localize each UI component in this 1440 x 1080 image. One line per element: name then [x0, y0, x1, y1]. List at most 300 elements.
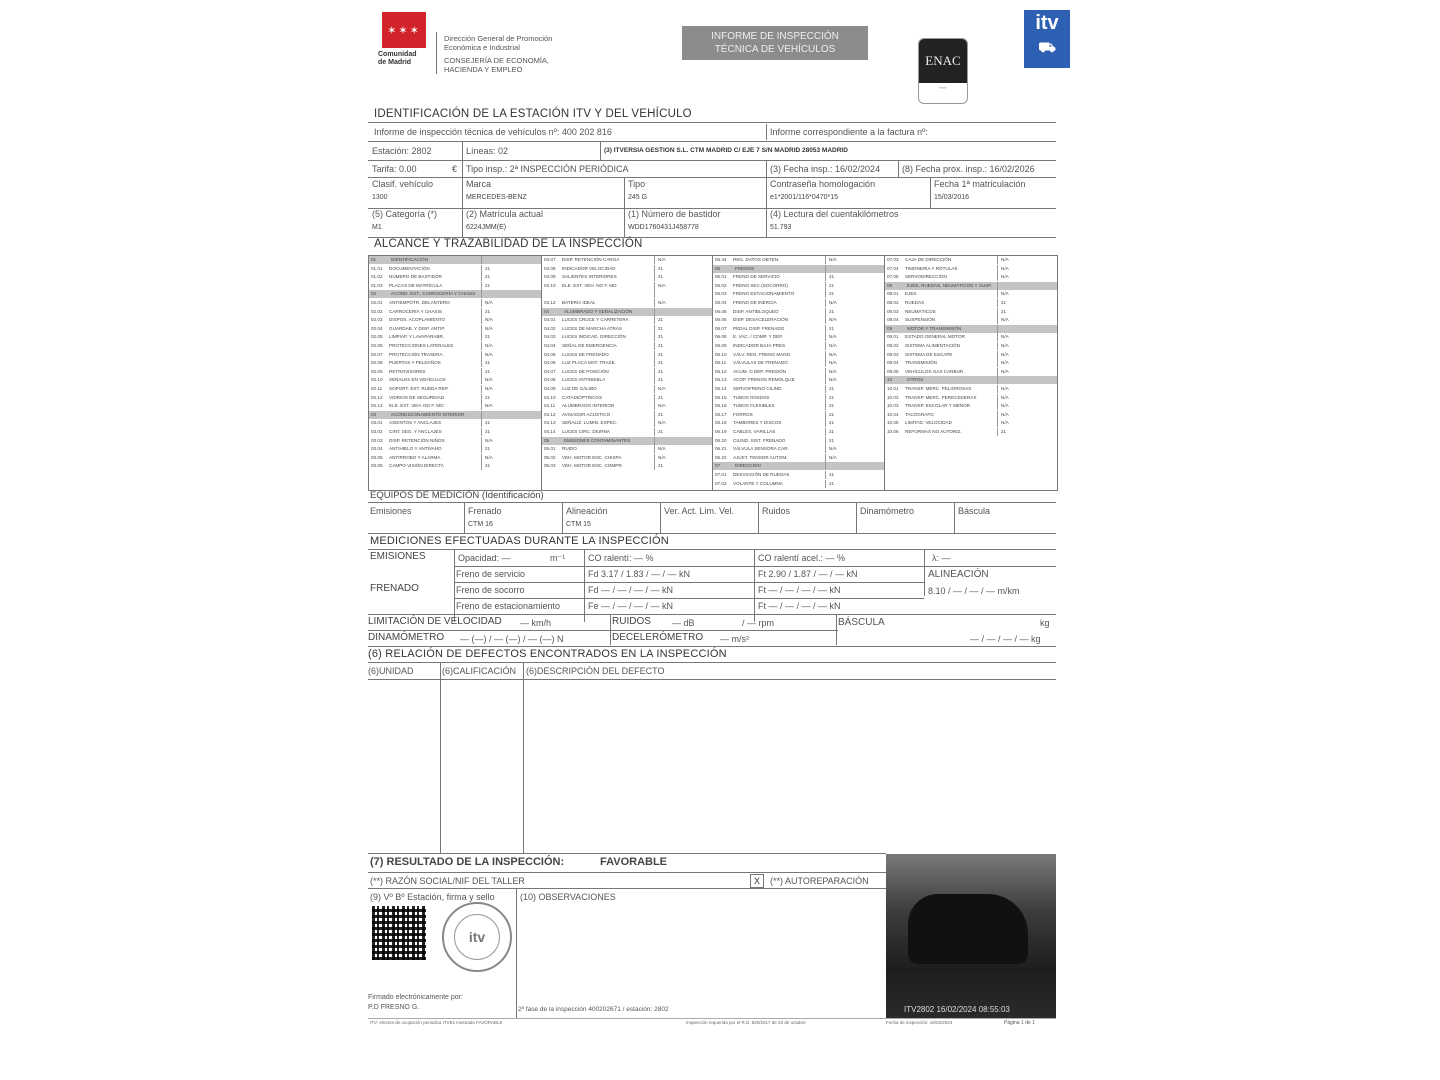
scope-row — [542, 376, 713, 384]
scope-row — [713, 299, 885, 307]
scope-row — [713, 385, 885, 393]
scope-item-name: SERVOFRENO CILIND. — [733, 386, 783, 391]
scope-code: 06.10 — [715, 351, 727, 357]
scope-row — [369, 462, 541, 470]
scope-row — [542, 445, 713, 453]
scope-code: 02.04 — [371, 325, 383, 331]
scope-column-1 — [369, 256, 541, 490]
scope-item-name: REG. DATOS OBTEN. — [733, 257, 780, 262]
scope-item-result: 21 — [829, 386, 835, 391]
workshop-label: (**) RAZÓN SOCIAL/NIF DEL TALLER — [370, 876, 525, 886]
scope-item-result: N/A — [1001, 351, 1009, 357]
scope-row — [369, 308, 541, 316]
scope-item-name: VÁLVULA SENSORA CAR. — [733, 446, 789, 452]
scope-item-result: 21 — [829, 403, 835, 409]
scope-item-name: VÁLV. REG. FRENO MANO — [733, 351, 791, 357]
scope-code: 09.04 — [887, 360, 899, 366]
scope-code: 06.16 — [715, 403, 727, 409]
scope-code: 02.11 — [371, 386, 383, 391]
scope-item-result: N/A — [658, 446, 666, 452]
scope-code: 06.07 — [715, 325, 727, 331]
self-repair-label: (**) AUTOREPARACIÓN — [770, 876, 869, 886]
scope-item-name: LUZ PLACA MAT. TRASE. — [562, 360, 616, 366]
scope-row — [885, 299, 1057, 307]
scope-code: 07.01 — [715, 472, 727, 477]
scope-row — [369, 290, 541, 298]
scope-code: 02.02 — [371, 308, 383, 314]
scope-grid — [368, 255, 1058, 491]
scope-item-name: FRENO DE INERCIA — [733, 300, 777, 305]
scope-code: 09 — [887, 325, 893, 331]
scope-item-name: FRENO ESTACIONAMIENTO — [733, 291, 795, 297]
next-inspection-date: (8) Fecha prox. insp.: 16/02/2026 — [902, 164, 1035, 174]
scope-row — [369, 265, 541, 273]
scope-item-name: CABLES, VARILLAS — [733, 429, 776, 434]
result-value: FAVORABLE — [600, 856, 668, 868]
scope-row — [713, 462, 885, 470]
scope-item-result: 21 — [658, 351, 664, 357]
scope-row — [713, 290, 885, 298]
scope-row — [542, 325, 713, 333]
scope-item-result: N/A — [485, 300, 493, 305]
scope-item-name: LUCES DE FRENADO — [562, 351, 609, 357]
scope-row — [713, 316, 885, 324]
scope-row — [369, 333, 541, 341]
scope-row — [542, 265, 713, 273]
scope-item-name: TACÓGRAFO — [905, 411, 934, 417]
scope-row — [713, 480, 885, 488]
scope-item-name: CILIND. SIST. FRENADO — [733, 437, 786, 443]
scope-row — [542, 454, 713, 462]
scope-item-result: N/A — [658, 257, 666, 262]
scope-item-result: N/A — [829, 351, 837, 357]
scope-item-name: VÁLVULAS DE FRENADO — [733, 360, 788, 366]
scope-item-name: LUCES CRUCE Y CARRETERA — [562, 317, 629, 323]
scope-item-name: ELE. EXT. VEH. NO F. MO — [562, 282, 617, 288]
invoice-number: Informe correspondiente a la factura nº: — [770, 127, 928, 137]
scope-item-result: 21 — [829, 274, 835, 280]
scope-item-name: VEH. MOTOR ENC. CHISPA — [562, 454, 622, 460]
scope-item-name: FRENO SEC.(SOCORRO) — [733, 282, 788, 288]
scope-row — [542, 368, 713, 376]
scope-item-result: 21 — [658, 411, 664, 417]
scope-item-name: LUCES ANTINIEBLA — [562, 377, 606, 383]
result-label: (7) RESULTADO DE LA INSPECCIÓN: — [370, 856, 565, 868]
scope-item-result: N/A — [1001, 368, 1009, 374]
scope-row — [713, 376, 885, 384]
scope-code: 01.02 — [371, 274, 383, 280]
scope-item-name: ANTIRROBO Y ALARMA — [389, 454, 441, 460]
scope-code: 03.10 — [544, 282, 556, 288]
scope-item-result: N/A — [1001, 343, 1009, 348]
scope-row — [542, 411, 713, 419]
scope-code: 09.03 — [887, 351, 899, 357]
scope-row — [369, 445, 541, 453]
scope-item-result: 21 — [1001, 300, 1007, 305]
scope-item-result: 21 — [485, 368, 491, 374]
category: M1 — [372, 224, 382, 231]
scope-row — [542, 359, 713, 367]
scope-row — [885, 419, 1057, 427]
scope-item-result: N/A — [829, 368, 837, 374]
scope-item-result: 21 — [658, 368, 664, 374]
scope-code: 04.11 — [544, 403, 556, 409]
scope-item-result: 21 — [485, 420, 491, 426]
vin: WDD1760431J458778 — [628, 224, 699, 231]
scope-item-name: RUIDO — [562, 446, 577, 452]
scope-item-name: TRANSMISIÓN — [905, 360, 937, 366]
scope-row — [885, 333, 1057, 341]
scope-row — [369, 376, 541, 384]
scope-item-name: DISP. RETENCIÓN CARGA — [562, 257, 620, 262]
self-repair-checkbox: X — [750, 874, 764, 888]
scope-row — [369, 428, 541, 436]
scope-item-name: AJUST. TENSOR AUTOM. — [733, 454, 788, 460]
inspection-type: Tipo insp.: 2ª INSPECCIÓN PERIÓDICA — [466, 164, 629, 174]
scope-row — [713, 428, 885, 436]
scope-row — [885, 376, 1057, 384]
scope-code: 02.06 — [371, 343, 383, 348]
scope-item-name: SERVODIRECCIÓN — [905, 274, 947, 280]
scope-row — [542, 351, 713, 359]
scope-item-name: LUZ DE GÁLIBO — [562, 386, 597, 391]
madrid-name: Comunidad de Madrid — [378, 51, 417, 66]
scope-code: 06.21 — [715, 446, 727, 452]
scope-item-result: N/A — [485, 343, 493, 348]
scope-code: 04.05 — [544, 351, 556, 357]
scope-row — [542, 437, 713, 445]
scope-code: 03.04 — [371, 446, 383, 452]
scope-code: 06.06 — [715, 317, 727, 323]
scope-row — [542, 282, 713, 290]
scope-row — [713, 402, 885, 410]
scope-item-result: 21 — [829, 429, 835, 434]
scope-item-name: PLACAS DE MATRÍCULA — [389, 282, 443, 288]
observations-label: (10) OBSERVACIONES — [520, 892, 616, 902]
scope-row — [369, 351, 541, 359]
scope-code: 10.05 — [887, 420, 899, 426]
car-icon: ⛟ — [1038, 39, 1056, 55]
signer: P.D FRESNO G. — [368, 1004, 420, 1011]
scope-item-result: N/A — [1001, 265, 1009, 271]
scope-item-name: LIMITAD. VELOCIDAD — [905, 420, 952, 426]
photo-timestamp: ITV2802 16/02/2024 08:55:03 — [904, 1005, 1010, 1014]
scope-row — [542, 342, 713, 350]
scope-item-result: N/A — [829, 343, 837, 348]
scope-item-name: NÚMERO DE BASTIDOR — [389, 274, 442, 280]
scope-item-result: N/A — [1001, 360, 1009, 366]
scope-item-name: LUCES DE POSICIÓN — [562, 368, 609, 374]
scope-row — [713, 368, 885, 376]
brake-equipment: CTM 16 — [468, 521, 493, 528]
scope-item-name: OTROS — [907, 377, 924, 383]
scope-item-name: DISP. ANTIBLOQUEO — [733, 308, 779, 314]
scope-row — [369, 256, 541, 264]
scope-item-result: N/A — [1001, 334, 1009, 340]
scope-row — [369, 411, 541, 419]
scope-item-result: 21 — [485, 463, 491, 469]
scope-item-result: N/A — [829, 317, 837, 323]
scope-item-result: 21 — [485, 360, 491, 366]
scope-item-result: N/A — [485, 437, 493, 443]
scope-code: 03.08 — [544, 265, 556, 271]
vehicle-brand: MERCEDES-BENZ — [466, 194, 527, 201]
scope-item-name: VOLANTE Y COLUMNA — [733, 480, 783, 486]
scope-row — [369, 385, 541, 393]
scope-code: 03.05 — [371, 454, 383, 460]
scope-item-name: SEÑAL DE EMERGENCIA — [562, 343, 617, 348]
scope-code: 03.06 — [371, 463, 383, 469]
scope-code: 06.44 — [715, 257, 727, 262]
scope-code: 06.12 — [715, 368, 727, 374]
scope-item-name: LUCES DE MARCHA ATRÁS — [562, 325, 622, 331]
lines: Líneas: 02 — [466, 146, 509, 156]
scope-code: 06.13 — [715, 377, 727, 383]
scope-row — [542, 308, 713, 316]
scope-row — [542, 256, 713, 264]
scope-row — [713, 437, 885, 445]
scope-row — [542, 273, 713, 281]
scope-row — [713, 454, 885, 462]
scope-item-name: TAMBORES Y DISCOS — [733, 420, 782, 426]
scope-item-name: ANTIEMPOTR. DELANTERO — [389, 300, 450, 305]
scope-code: 06.11 — [715, 360, 727, 366]
scope-item-name: CAMPO VISIÓN DIRECTA — [389, 463, 444, 469]
scope-item-name: REFORMAS NO AUTORIZ. — [905, 429, 962, 434]
scope-row — [369, 394, 541, 402]
scope-row — [542, 402, 713, 410]
scope-item-result: 21 — [485, 282, 491, 288]
scope-row — [542, 428, 713, 436]
scope-code: 03.01 — [371, 420, 383, 426]
scope-item-name: ACOP. FRENOS REMOLQUE — [733, 377, 795, 383]
odometer: 51.793 — [770, 224, 792, 231]
scope-item-result: 21 — [829, 420, 835, 426]
scope-item-name: SISTEMA ALIMENTACIÓN — [905, 343, 961, 348]
scope-item-result: N/A — [829, 446, 837, 452]
scope-code: 06.09 — [715, 343, 727, 348]
scope-item-name: ANTIHIELO Y ANTIVAHO — [389, 446, 442, 452]
scope-code: 04.07 — [544, 368, 556, 374]
scope-code: 02.03 — [371, 317, 383, 323]
scope-code: 02.05 — [371, 334, 383, 340]
scope-item-result: 21 — [485, 334, 491, 340]
scope-row — [885, 385, 1057, 393]
qr-code — [372, 906, 426, 960]
scope-item-result: 21 — [485, 446, 491, 452]
scope-item-name: ALUMBRADO Y SEÑALIZACIÓN — [564, 308, 633, 314]
madrid-flag-logo: ✶✶✶ — [382, 12, 426, 48]
scope-code: 06.01 — [715, 274, 727, 280]
scope-item-result: 21 — [829, 394, 835, 400]
scope-code: 06.20 — [715, 437, 727, 443]
scope-item-result: N/A — [1001, 394, 1009, 400]
scope-item-name: TRANSP. ESCOLAR Y MENOR — [905, 403, 971, 409]
scope-item-name: LUCES INDICAD. DIRECCIÓN — [562, 334, 626, 340]
scope-row — [885, 351, 1057, 359]
scope-row — [369, 368, 541, 376]
scope-row — [885, 402, 1057, 410]
scope-column-3 — [712, 256, 885, 490]
scope-item-result: N/A — [485, 325, 493, 331]
scope-code: 08.01 — [887, 291, 899, 297]
scope-item-result: N/A — [485, 454, 493, 460]
scope-item-result: N/A — [1001, 420, 1009, 426]
scope-item-result: N/A — [1001, 403, 1009, 409]
scope-row — [542, 290, 713, 298]
scope-code: 06.19 — [715, 429, 727, 434]
scope-item-name: ACOND. EXT., CARROCERÍA Y CHASIS — [391, 291, 476, 297]
car-image — [908, 894, 1028, 964]
scope-row — [542, 299, 713, 307]
scope-item-result: 21 — [829, 325, 835, 331]
scope-item-result: N/A — [658, 300, 666, 305]
scope-code: 10.04 — [887, 411, 899, 417]
scope-item-result: 21 — [829, 480, 835, 486]
defects-title: (6) RELACIÓN DE DEFECTOS ENCONTRADOS EN LA INSPECCIÓN — [368, 648, 727, 660]
scope-code: 03 — [371, 411, 377, 417]
scope-item-result: 21 — [485, 308, 491, 314]
scope-item-name: ELE. EXT. VEH. NO F. MO — [389, 403, 444, 409]
scope-code: 10.06 — [887, 429, 899, 434]
scope-item-result: 21 — [829, 282, 835, 288]
registration-date: 15/03/2016 — [934, 194, 970, 201]
scope-item-name: CINT. SEG. Y ANCLAJES — [389, 429, 442, 434]
scope-code: 04.04 — [544, 343, 556, 348]
scope-item-name: FORROS — [733, 411, 753, 417]
scope-item-name: ACUM. O DEP. PRESIÓN — [733, 368, 787, 374]
scope-item-name: RUEDAS — [905, 300, 925, 305]
scope-code: 10.01 — [887, 386, 899, 391]
scope-item-result: N/A — [829, 257, 837, 262]
scope-item-result: 21 — [485, 429, 491, 434]
scope-item-name: ASIENTOS Y ANCLAJES — [389, 420, 442, 426]
scope-code: 07.04 — [887, 265, 899, 271]
scope-row — [542, 394, 713, 402]
scope-row — [713, 325, 885, 333]
scope-item-result: 21 — [829, 472, 835, 477]
scope-code: 08 — [887, 282, 893, 288]
scope-row — [885, 359, 1057, 367]
scope-code: 09.02 — [887, 343, 899, 348]
scope-row — [885, 325, 1057, 333]
scope-code: 10.02 — [887, 394, 899, 400]
scope-item-result: 21 — [658, 325, 664, 331]
scope-row — [885, 411, 1057, 419]
scope-item-name: LUCES CIRC. DIURNA — [562, 429, 610, 434]
scope-item-result: 21 — [658, 394, 664, 400]
scope-code: 07.05 — [887, 274, 899, 280]
scope-row — [542, 333, 713, 341]
scope-item-result: N/A — [485, 403, 493, 409]
scope-row — [542, 419, 713, 427]
scope-row — [885, 290, 1057, 298]
measurements-title: MEDICIONES EFECTUADAS DURANTE LA INSPECCIÓN — [370, 535, 669, 547]
scope-item-result: 21 — [829, 291, 835, 297]
scope-code: 03.12 — [544, 300, 556, 305]
alignment-value: 8.10 / — / — / — m/km — [928, 586, 1020, 596]
scope-code: 09.01 — [887, 334, 899, 340]
scope-row — [369, 299, 541, 307]
scope-item-name: EMISIONES CONTAMINANTES — [564, 437, 631, 443]
scope-item-name: VIDRIOS DE SEGURIDAD — [389, 394, 445, 400]
scope-row — [885, 282, 1057, 290]
scope-row — [713, 394, 885, 402]
homologation: e1*2001/116*0470*15 — [770, 194, 838, 201]
scope-item-name: BATERÍA IDEAL — [562, 300, 596, 305]
scope-code: 04.02 — [544, 325, 556, 331]
equipment-title: EQUIPOS DE MEDICIÓN (Identificación) — [370, 490, 544, 501]
scope-code: 06.18 — [715, 420, 727, 426]
scope-item-result: 21 — [658, 317, 664, 323]
scope-item-name: VEH. MOTOR ENC. COMPR. — [562, 463, 623, 469]
scope-code: 02.09 — [371, 368, 383, 374]
scope-code: 02.07 — [371, 351, 383, 357]
scope-code: 03.07 — [544, 257, 556, 262]
service-brake-rear: Ft 2.90 / 1.87 / — / — kN — [758, 569, 858, 579]
scope-row — [713, 445, 885, 453]
station-code: Estación: 2802 — [372, 146, 432, 156]
scope-row — [542, 316, 713, 324]
scope-item-name: SALIENTES INTERIORES — [562, 274, 617, 280]
scope-row — [885, 265, 1057, 273]
scope-item-result: 21 — [1001, 308, 1007, 314]
scope-code: 02.12 — [371, 394, 383, 400]
scope-item-name: GUARDAB. Y DISP. ANTIP. — [389, 325, 446, 331]
scope-row — [369, 402, 541, 410]
scope-item-name: MOTOR Y TRANSMISIÓN — [907, 325, 962, 331]
scope-row — [369, 273, 541, 281]
scope-item-name: TRANSP. MERC. PELIGROSAS — [905, 386, 972, 391]
scope-item-result: N/A — [1001, 257, 1009, 262]
scope-row — [885, 428, 1057, 436]
scope-row — [369, 342, 541, 350]
scope-code: 04.09 — [544, 386, 556, 391]
scope-item-result: 21 — [829, 308, 835, 314]
scope-item-name: TUBOS RÍGIDOS — [733, 394, 770, 400]
identification-title: IDENTIFICACIÓN DE LA ESTACIÓN ITV Y DEL VEHÍCULO — [374, 108, 692, 120]
scope-row — [885, 256, 1057, 264]
scope-code: 05 — [544, 437, 550, 443]
scope-item-name: FRENO DE SERVICIO — [733, 274, 780, 280]
page-number: Página 1 de 1 — [1004, 1020, 1035, 1026]
scope-item-result: 21 — [658, 343, 664, 348]
scope-item-name: PROTECCIONES LATERALES — [389, 343, 454, 348]
scope-code: 03.03 — [371, 437, 383, 443]
scope-item-name: DOCUMENTACIÓN — [389, 265, 430, 271]
scope-item-name: PROTECCIÓN TRASERA — [389, 351, 443, 357]
scope-item-result: 21 — [658, 429, 664, 434]
scope-item-name: INDICADOR BAJA PRES. — [733, 343, 787, 348]
scope-code: 06.08 — [715, 334, 727, 340]
scope-item-name: CAJA DE DIRECCIÓN — [905, 257, 952, 262]
scope-item-result: N/A — [829, 454, 837, 460]
scope-item-name: FRENOS — [735, 265, 755, 271]
scope-row — [713, 308, 885, 316]
scope-item-name: NEUMÁTICOS — [905, 308, 936, 314]
scope-code: 06.05 — [715, 308, 727, 314]
station-name: (3) ITVERSIA GESTION S.L. CTM MADRID C/ EJE 7 S/N MADRID 28053 MADRID — [604, 147, 848, 154]
scope-code: 01.03 — [371, 282, 383, 288]
scope-code: 10.03 — [887, 403, 899, 409]
scope-row — [713, 333, 885, 341]
report-number: Informe de inspección técnica de vehículos nº: 400 202 816 — [374, 127, 612, 137]
enac-logo: ENAC ▪ ▪ ▪ — [918, 38, 968, 104]
scope-item-result: N/A — [485, 386, 493, 391]
scope-code: 01 — [371, 257, 377, 262]
scope-code: 07 — [715, 463, 721, 469]
scope-item-name: IDENTIFICACIÓN — [391, 257, 429, 262]
